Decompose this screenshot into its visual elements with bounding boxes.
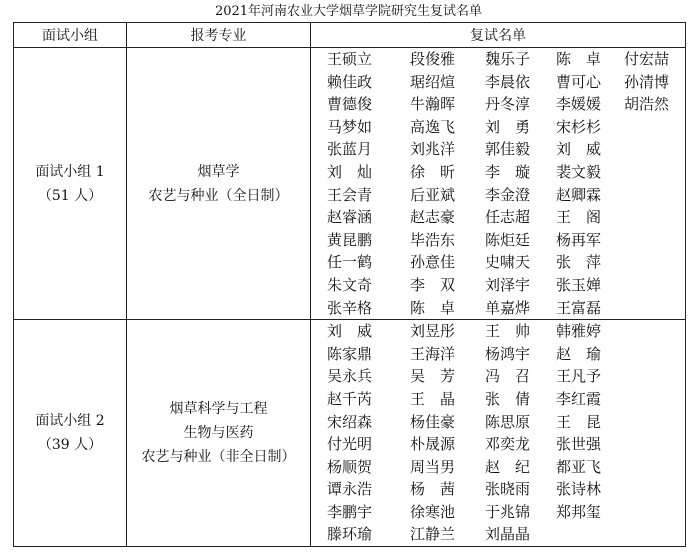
header-row <box>14 23 686 48</box>
candidate-name: 王富磊 <box>556 298 602 317</box>
candidate-name <box>624 184 696 207</box>
candidate-name: 丹冬淳 <box>485 95 531 114</box>
candidate-name: 刘兆洋 <box>410 140 456 159</box>
candidate-name: 冯 召 <box>485 367 531 386</box>
candidate-name: 都亚飞 <box>556 457 602 476</box>
candidate-name: 邓奕龙 <box>485 435 531 454</box>
candidate-name: 滕环瑜 <box>327 525 373 544</box>
candidate-name <box>556 523 624 546</box>
candidate-name <box>624 116 696 139</box>
candidate-name: 张世强 <box>556 435 602 454</box>
candidate-name: 赵睿涵 <box>327 208 373 227</box>
candidate-name: 黄昆鹏 <box>327 230 373 249</box>
candidate-name <box>624 523 696 546</box>
group-name: 面试小组 1 <box>35 163 105 180</box>
candidate-name: 刘 威 <box>327 322 373 341</box>
candidate-name: 张辛格 <box>327 298 373 317</box>
candidate-name: 李金澄 <box>485 185 531 204</box>
candidate-name: 魏乐子 <box>485 50 531 68</box>
group-count: （39 人） <box>37 437 103 454</box>
major-line: 烟草科学与工程 <box>169 401 268 418</box>
candidate-name: 朱文奇 <box>327 275 373 294</box>
candidate-name: 朴晟源 <box>410 435 456 454</box>
candidate-name: 赖佳政 <box>327 72 373 91</box>
candidate-name: 赵千芮 <box>327 389 373 408</box>
candidate-name <box>624 274 696 297</box>
candidate-name: 胡浩然 <box>624 95 670 114</box>
candidate-name: 李 璇 <box>485 162 531 181</box>
interview-table <box>13 22 686 547</box>
candidate-name: 刘昱彤 <box>410 322 456 341</box>
candidate-name: 孙清博 <box>624 72 670 91</box>
major-line: 农艺与种业（全日制） <box>148 187 289 204</box>
candidate-name <box>624 206 696 229</box>
table-row <box>14 320 686 547</box>
names-cell <box>311 320 686 547</box>
candidate-name: 周当男 <box>410 457 456 476</box>
candidate-name: 陈 卓 <box>556 50 602 68</box>
names-grid <box>311 320 685 546</box>
header-major: 报考专业 <box>127 23 311 48</box>
candidate-name: 吴 芳 <box>410 367 456 386</box>
candidate-name: 李晨依 <box>485 72 531 91</box>
candidate-name: 牛瀚晖 <box>410 95 456 114</box>
candidate-name: 杨鸿宇 <box>485 344 531 363</box>
candidate-name: 王海洋 <box>410 344 456 363</box>
names-grid <box>311 48 685 319</box>
candidate-name: 马梦如 <box>327 117 373 136</box>
candidate-name: 王 昆 <box>556 412 602 431</box>
candidate-name: 王凡予 <box>556 367 602 386</box>
group-name: 面试小组 2 <box>35 413 105 430</box>
candidate-name <box>624 343 696 366</box>
candidate-name: 琚绍煊 <box>410 72 456 91</box>
major-cell <box>127 48 311 320</box>
major-line: 农艺与种业（非全日制） <box>141 449 296 466</box>
candidate-name: 李媛媛 <box>556 95 602 114</box>
candidate-name <box>624 411 696 434</box>
candidate-name: 王 帅 <box>485 322 531 341</box>
candidate-name: 张 萍 <box>556 253 602 272</box>
candidate-name <box>624 456 696 479</box>
candidate-name: 李鹏宇 <box>327 502 373 521</box>
candidate-name: 付光明 <box>327 435 373 454</box>
group-count: （51 人） <box>37 187 103 204</box>
candidate-name: 谭永浩 <box>327 480 373 499</box>
candidate-name <box>624 478 696 501</box>
header-names: 复试名单 <box>311 23 686 48</box>
candidate-name: 陈家鼎 <box>327 344 373 363</box>
major-line: 生物与医药 <box>183 425 254 442</box>
candidate-name: 杨再军 <box>556 230 602 249</box>
candidate-name: 毕浩东 <box>410 230 456 249</box>
candidate-name: 裴文毅 <box>556 162 602 181</box>
candidate-name: 高逸飞 <box>410 117 456 136</box>
candidate-name: 付宏喆 <box>624 50 670 68</box>
candidate-name <box>624 365 696 388</box>
candidate-name: 段俊雅 <box>410 50 456 68</box>
candidate-name <box>624 161 696 184</box>
candidate-name: 王硕立 <box>327 50 373 68</box>
candidate-name: 王会青 <box>327 185 373 204</box>
candidate-name: 江静兰 <box>410 525 456 544</box>
candidate-name: 徐 昕 <box>410 162 456 181</box>
candidate-name: 赵 纪 <box>485 457 531 476</box>
candidate-name: 张诗林 <box>556 480 602 499</box>
candidate-name: 曹可心 <box>556 72 602 91</box>
candidate-name: 后亚斌 <box>410 185 456 204</box>
candidate-name: 刘泽宇 <box>485 275 531 294</box>
candidate-name <box>624 501 696 524</box>
candidate-name <box>624 251 696 274</box>
candidate-name: 张蓝月 <box>327 140 373 159</box>
candidate-name: 任志超 <box>485 208 531 227</box>
candidate-name: 张晓雨 <box>485 480 531 499</box>
candidate-name <box>624 138 696 161</box>
major-cell <box>127 320 311 547</box>
candidate-name: 曹德俊 <box>327 95 373 114</box>
candidate-name: 陈思原 <box>485 412 531 431</box>
candidate-name: 杨佳豪 <box>410 412 456 431</box>
candidate-name <box>624 433 696 456</box>
candidate-name: 杨 茜 <box>410 480 456 499</box>
group-cell <box>14 320 127 547</box>
major-line: 烟草学 <box>197 163 240 180</box>
candidate-name: 杨顺贺 <box>327 457 373 476</box>
candidate-name <box>624 320 696 343</box>
candidate-name: 刘 威 <box>556 140 602 159</box>
candidate-name <box>624 297 696 320</box>
candidate-name: 李 双 <box>410 275 456 294</box>
candidate-name: 宋绍森 <box>327 412 373 431</box>
candidate-name: 任一鹤 <box>327 253 373 272</box>
candidate-name: 宋杉杉 <box>556 117 602 136</box>
candidate-name: 赵志豪 <box>410 208 456 227</box>
candidate-name: 赵 瑜 <box>556 344 602 363</box>
candidate-name: 刘 灿 <box>327 162 373 181</box>
candidate-name: 徐寒池 <box>410 502 456 521</box>
candidate-name: 单嘉烨 <box>485 298 531 317</box>
candidate-name: 史啸天 <box>485 253 531 272</box>
document-title: 2021年河南农业大学烟草学院研究生复试名单 <box>214 4 483 19</box>
candidate-name: 张 倩 <box>485 389 531 408</box>
candidate-name: 郭佳毅 <box>485 140 531 159</box>
candidate-name: 陈 卓 <box>410 298 456 317</box>
candidate-name: 陈炬廷 <box>485 230 531 249</box>
candidate-name: 张玉婵 <box>556 275 602 294</box>
candidate-name: 王 晶 <box>410 389 456 408</box>
candidate-name <box>624 388 696 411</box>
candidate-name: 吴永兵 <box>327 367 373 386</box>
group-cell <box>14 48 127 320</box>
candidate-name: 孙意佳 <box>410 253 456 272</box>
names-cell <box>311 48 686 320</box>
candidate-name: 刘 勇 <box>485 117 531 136</box>
candidate-name: 王 阁 <box>556 208 602 227</box>
header-group: 面试小组 <box>14 23 127 48</box>
candidate-name <box>624 229 696 252</box>
table-row <box>14 48 686 320</box>
candidate-name: 郑邦玺 <box>556 502 602 521</box>
candidate-name: 于兆锦 <box>485 502 531 521</box>
candidate-name: 李红霞 <box>556 389 602 408</box>
candidate-name: 赵卿霖 <box>556 185 602 204</box>
candidate-name: 韩雅婷 <box>556 322 602 341</box>
candidate-name: 刘晶晶 <box>485 525 531 544</box>
